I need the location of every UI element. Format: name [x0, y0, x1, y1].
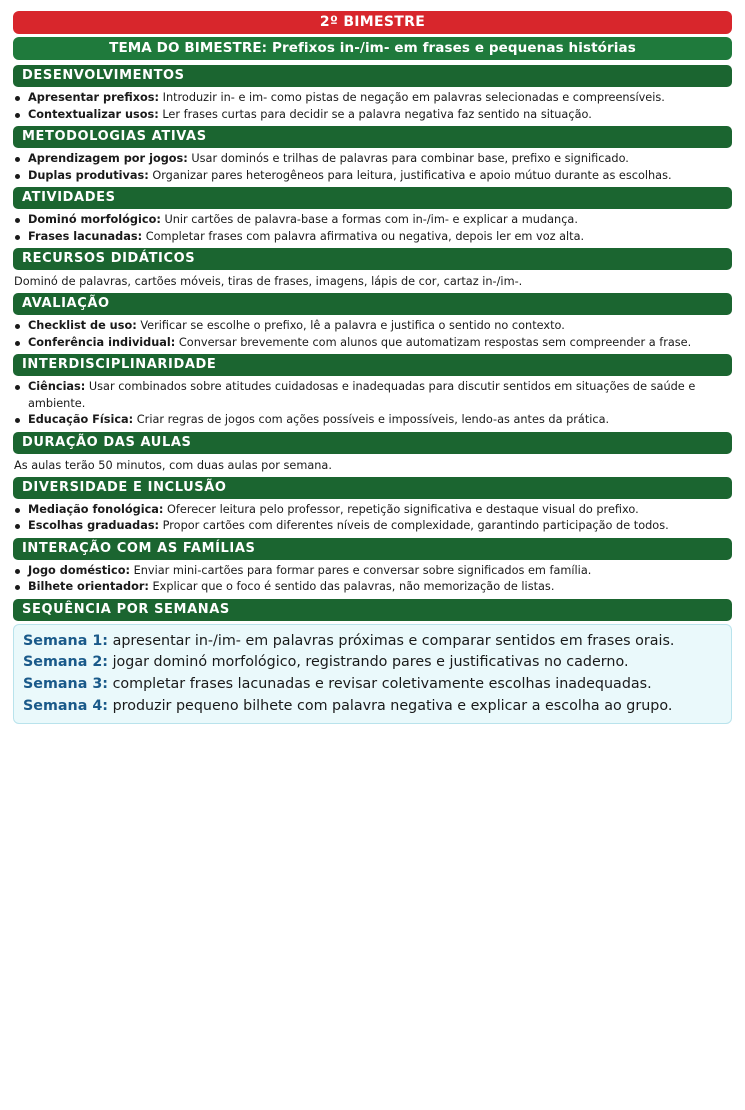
item-text: Usar combinados sobre atitudes cuidadosas e inadequadas para discutir sentidos em situações de saúde e ambiente. [28, 380, 696, 410]
item-label: Apresentar prefixos: [28, 91, 160, 104]
section-header-diversidade: DIVERSIDADE E INCLUSÃO [13, 477, 732, 499]
item-label: Conferência individual: [28, 335, 176, 349]
item-text: Criar regras de jogos com ações possíveis e impossíveis, lendo-as antes da prática. [136, 413, 610, 426]
item-text: Enviar mini-cartões para formar pares e conversar sobre significados em família. [133, 563, 592, 577]
avaliacao-list [13, 318, 732, 351]
list-item [28, 563, 732, 580]
atividades-list [13, 212, 732, 245]
item-label: Duplas produtivas: [28, 168, 149, 182]
item-label: Mediação fonológica: [28, 502, 164, 516]
list-item [28, 168, 732, 185]
list-item [28, 518, 732, 535]
list-item [28, 229, 732, 246]
list-item [28, 90, 732, 107]
week-row [23, 652, 722, 674]
week-label: Semana 2: [23, 654, 109, 671]
week-text: jogar dominó morfológico, registrando pares e justificativas no caderno. [112, 654, 629, 671]
list-item [28, 579, 732, 596]
list-item [28, 212, 732, 229]
item-label: Contextualizar usos: [28, 107, 159, 121]
section-header-desenvolvimentos: DESENVOLVIMENTOS [13, 65, 732, 87]
interdisciplinaridade-list [13, 379, 732, 429]
recursos-text: Dominó de palavras, cartões móveis, tiras de frases, imagens, lápis de cor, cartaz in-/im-. [14, 275, 523, 288]
section-header-semanas: SEQUÊNCIA POR SEMANAS [13, 599, 732, 621]
item-label: Jogo doméstico: [28, 563, 130, 577]
week-row [23, 631, 722, 653]
section-header-duracao: DURAÇÃO DAS AULAS [13, 432, 732, 454]
section-header-avaliacao: AVALIAÇÃO [13, 293, 732, 315]
week-text: apresentar in-/im- em palavras próximas e comparar sentidos em frases orais. [112, 632, 675, 649]
list-item [28, 107, 732, 124]
list-item [28, 151, 732, 168]
metodologias-list [13, 151, 732, 184]
item-label: Dominó morfológico: [28, 213, 161, 226]
item-label: Checklist de uso: [28, 319, 137, 332]
item-label: Escolhas graduadas: [28, 519, 160, 532]
week-label: Semana 3: [23, 676, 109, 693]
list-item [28, 502, 732, 519]
section-header-familias: INTERAÇÃO COM AS FAMÍLIAS [13, 538, 732, 560]
item-label: Aprendizagem por jogos: [28, 152, 188, 165]
duracao-text: As aulas terão 50 minutos, com duas aulas por semana. [14, 458, 332, 472]
section-header-interdisciplinaridade: INTERDISCIPLINARIDADE [13, 354, 732, 376]
item-label: Bilhete orientador: [28, 580, 149, 593]
section-header-metodologias: METODOLOGIAS ATIVAS [13, 126, 732, 148]
item-text: Verificar se escolhe o prefixo, lê a palavra e justifica o sentido no contexto. [140, 319, 565, 332]
item-label: Frases lacunadas: [28, 229, 143, 243]
week-text: produzir pequeno bilhete com palavra negativa e explicar a escolha ao grupo. [112, 697, 673, 714]
item-text: Organizar pares heterogêneos para leitura, justificativa e apoio mútuo durante as escolhas. [152, 168, 672, 182]
weeks-box [13, 624, 732, 724]
item-text: Introduzir in- e im- como pistas de negação em palavras selecionadas e compreensíveis. [162, 91, 665, 104]
diversidade-list [13, 502, 732, 535]
item-text: Explicar que o foco é sentido das palavras, não memorização de listas. [152, 580, 555, 593]
bimester-banner: 2º BIMESTRE [13, 11, 732, 34]
theme-banner: TEMA DO BIMESTRE: Prefixos in-/im- em frases e pequenas histórias [13, 37, 732, 60]
item-text: Oferecer leitura pelo professor, repetição significativa e destaque visual do prefixo. [167, 502, 639, 516]
item-label: Ciências: [28, 380, 86, 393]
week-text: completar frases lacunadas e revisar coletivamente escolhas inadequadas. [112, 676, 652, 693]
familias-list [13, 563, 732, 596]
section-header-recursos: RECURSOS DIDÁTICOS [13, 248, 732, 270]
desenvolvimentos-list [13, 90, 732, 123]
item-text: Unir cartões de palavra-base a formas com in-/im- e explicar a mudança. [164, 213, 578, 226]
item-text: Completar frases com palavra afirmativa ou negativa, depois ler em voz alta. [145, 229, 585, 243]
item-text: Ler frases curtas para decidir se a palavra negativa faz sentido na situação. [162, 107, 592, 121]
week-label: Semana 4: [23, 697, 109, 714]
list-item [28, 335, 732, 352]
week-row [23, 696, 722, 718]
item-text: Propor cartões com diferentes níveis de complexidade, garantindo participação de todos. [162, 519, 669, 532]
list-item [28, 318, 732, 335]
week-label: Semana 1: [23, 632, 109, 649]
list-item [28, 412, 732, 429]
section-header-atividades: ATIVIDADES [13, 187, 732, 209]
list-item [28, 379, 732, 412]
item-text: Usar dominós e trilhas de palavras para combinar base, prefixo e significado. [191, 152, 629, 165]
week-row [23, 674, 722, 696]
item-text: Conversar brevemente com alunos que automatizam respostas sem compreender a frase. [178, 335, 692, 349]
item-label: Educação Física: [28, 413, 134, 426]
